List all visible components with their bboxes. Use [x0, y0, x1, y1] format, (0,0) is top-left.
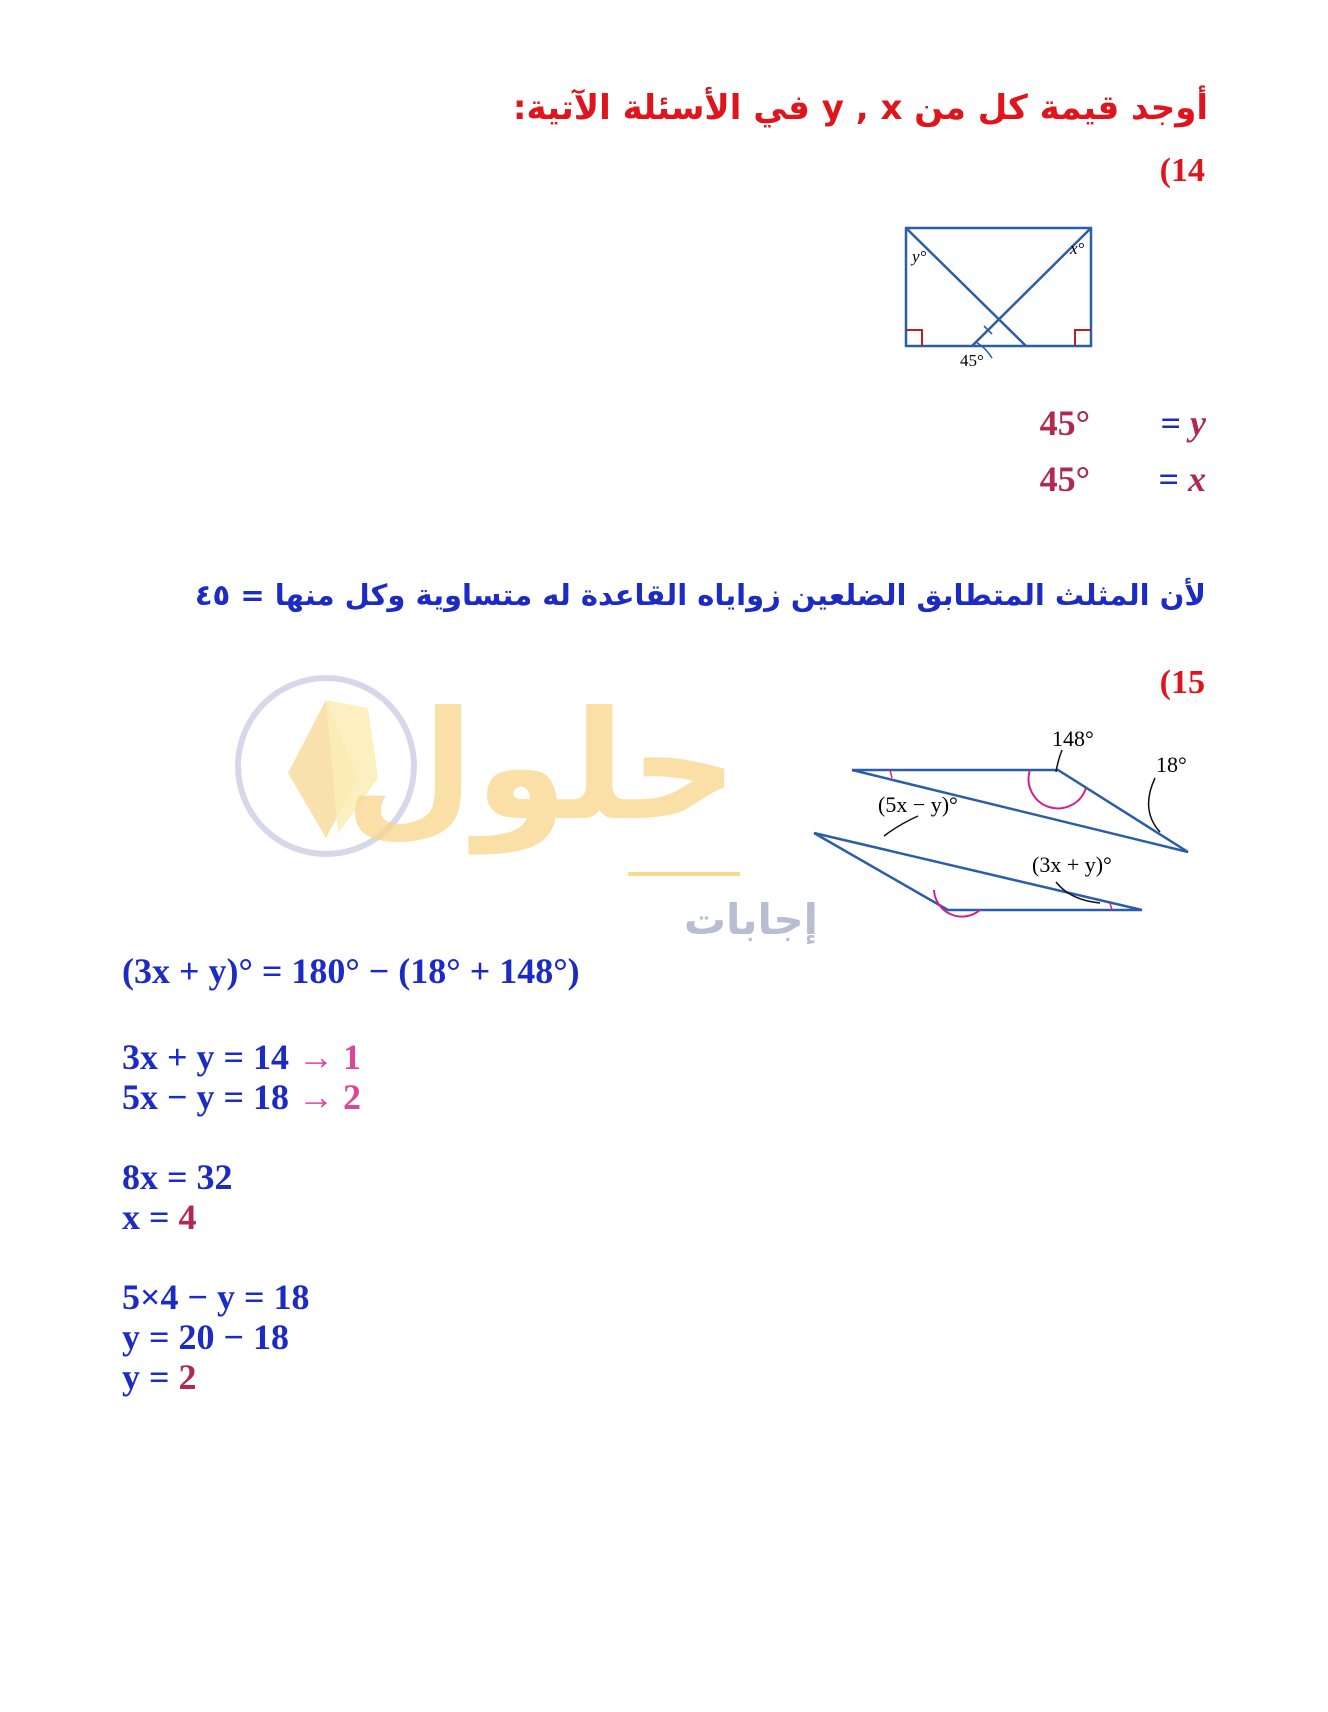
instructions-heading: أوجد قيمة كل من y , x في الأسئلة الآتية:: [512, 88, 1208, 128]
answer-x-number: 45°: [1039, 459, 1090, 499]
question-15-number: (15: [1159, 664, 1205, 701]
step-y-compute: y = 20 − 18: [122, 1317, 290, 1357]
watermark-underline: [628, 872, 740, 876]
eq1-arrow: →: [298, 1037, 335, 1077]
rectangle-figure: [900, 222, 1100, 382]
right-angle-mark-left: [906, 330, 922, 346]
label-y: y°: [912, 247, 927, 266]
answer-y-number: 45°: [1039, 403, 1090, 443]
step-substitute: 5×4 − y = 18: [122, 1277, 310, 1317]
right-angle-mark-right: [1075, 330, 1091, 346]
eq2-arrow: →: [298, 1077, 335, 1117]
label-148: 148°: [1052, 726, 1094, 751]
answer-x-var: x: [1188, 459, 1206, 499]
answer-reason: لأن المثلث المتطابق الضلعين زواياه القاعدة له متساوية وكل منها = ٤٥: [194, 578, 1206, 612]
step-eq-1: [122, 1036, 361, 1078]
answer-x-value: [1040, 458, 1090, 500]
pointer-18: [1149, 778, 1160, 832]
step-line-1: (3x + y)° = 180° − (18° + 148°): [122, 951, 580, 991]
answer-y-value: [1040, 402, 1090, 444]
label-3x-y: (3x + y)°: [1032, 852, 1112, 877]
eq1-tag: 1: [343, 1037, 362, 1077]
label-45: 45°: [960, 351, 984, 370]
step-eq-2: [122, 1076, 361, 1118]
answer-y-var: y: [1190, 403, 1206, 443]
eq2-tag: 2: [343, 1077, 362, 1117]
arc-lower: [934, 890, 980, 917]
x-value: 4: [178, 1197, 197, 1237]
rectangle-outline: [906, 228, 1091, 346]
question-14-number: (14: [1159, 152, 1205, 189]
answer-y: [1161, 402, 1207, 444]
step-sum: 8x = 32: [122, 1157, 233, 1197]
label-5x-y: (5x − y)°: [878, 792, 958, 817]
y-value: 2: [178, 1357, 197, 1397]
watermark-logo-text: حلول: [344, 680, 738, 854]
pointer-5x: [884, 816, 918, 836]
x-lhs: x =: [122, 1197, 170, 1237]
watermark-logo: [228, 648, 828, 948]
eq2-text: 5x − y = 18: [122, 1077, 290, 1117]
y-lhs: y =: [122, 1357, 170, 1397]
eq1-text: 3x + y = 14: [122, 1037, 290, 1077]
watermark-sub-text: إجابات: [683, 895, 818, 944]
step-x-result: [122, 1196, 197, 1238]
arc-148: [1029, 770, 1086, 808]
answer-y-eq: =: [1160, 403, 1182, 443]
parallelogram-figure: [800, 720, 1210, 930]
answer-x: [1158, 458, 1206, 500]
answer-x-eq: =: [1158, 459, 1179, 499]
pointer-148: [1056, 750, 1062, 772]
step-y-result: [122, 1356, 197, 1398]
tick-mark-2: [1006, 326, 1014, 334]
label-18: 18°: [1156, 752, 1187, 777]
label-x: x°: [1070, 239, 1085, 258]
